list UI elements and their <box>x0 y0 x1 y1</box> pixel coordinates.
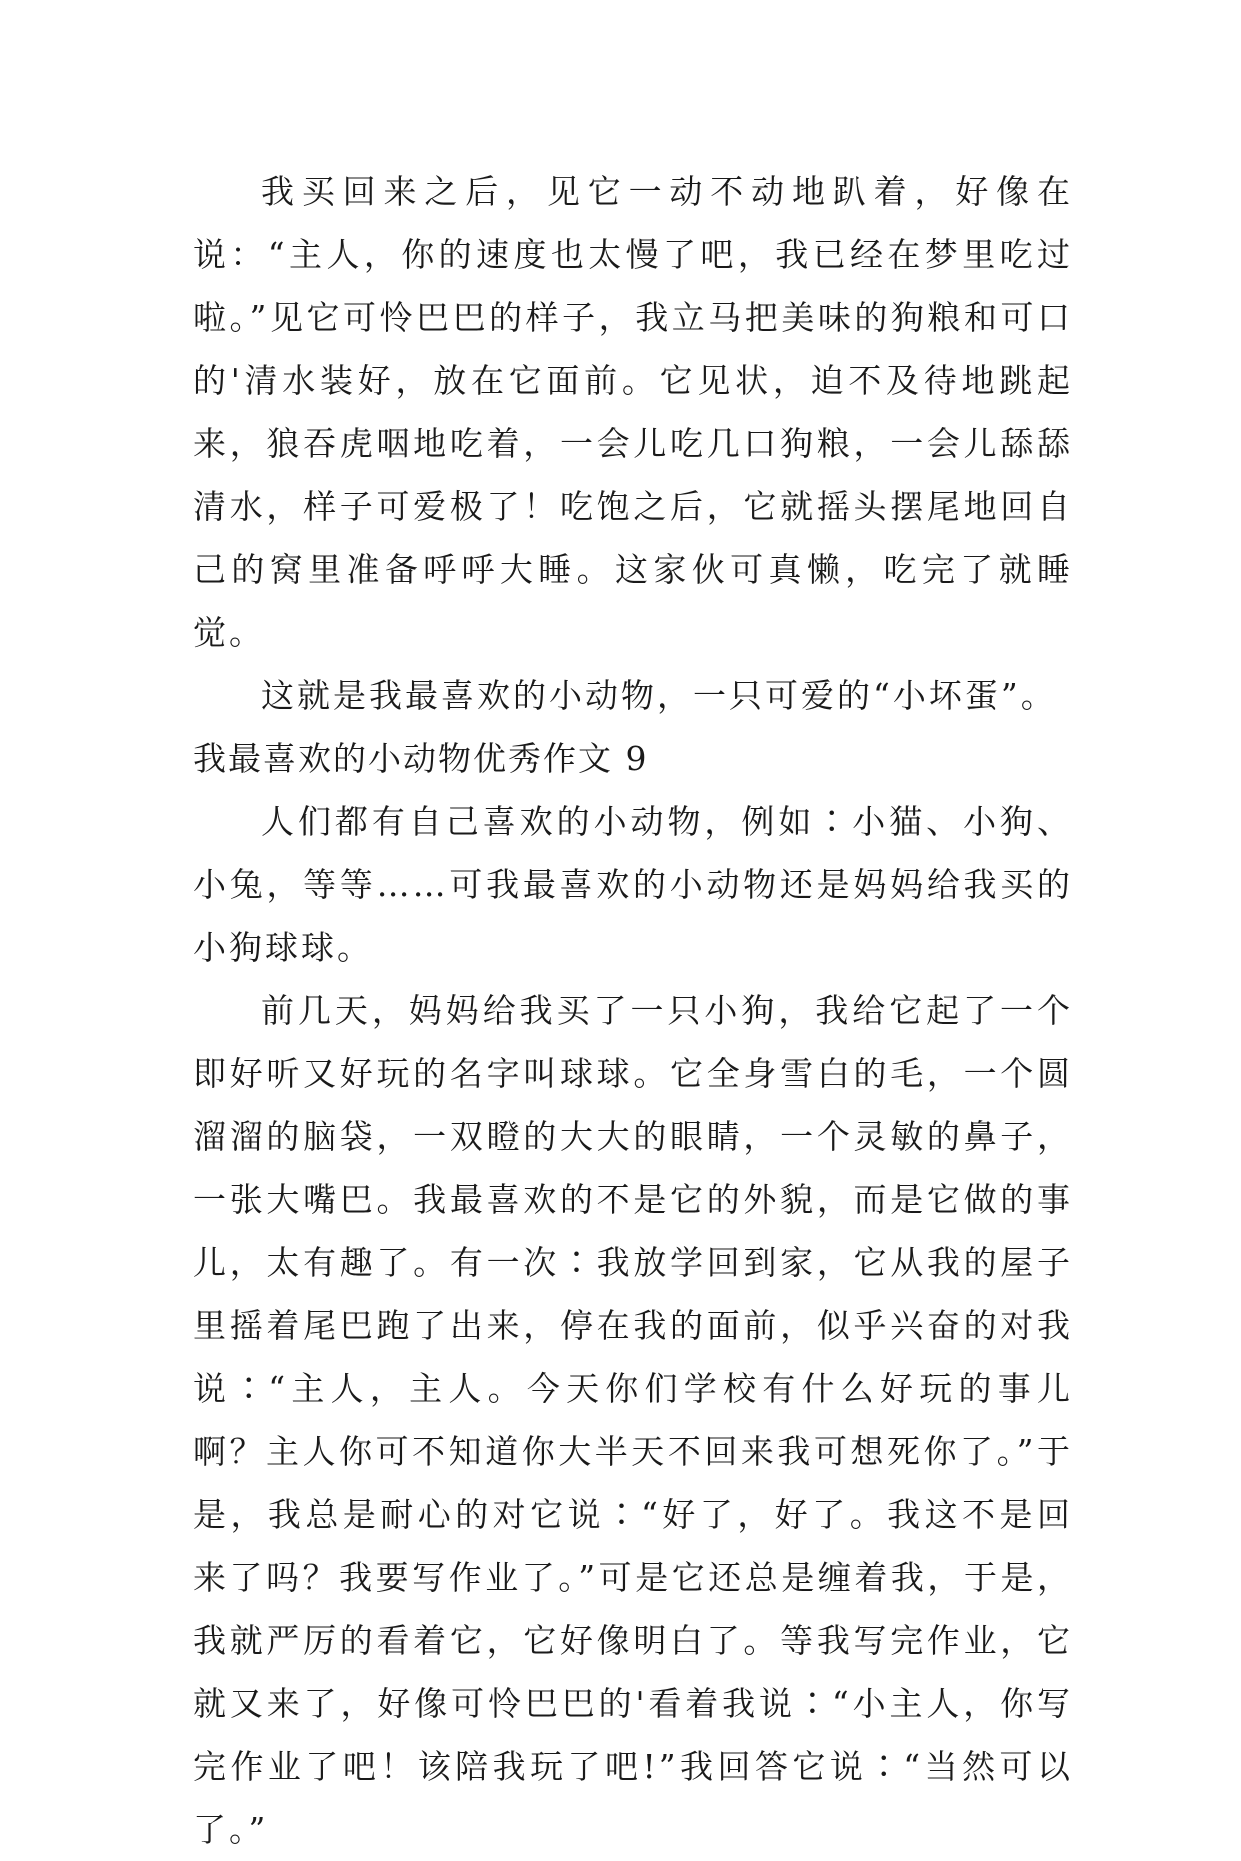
essay-title: 我最喜欢的小动物优秀作文 9 <box>193 739 649 778</box>
paragraph-eating: 我买回来之后，见它一动不动地趴着，好像在说：“主人，你的速度也太慢了吧，我已经在梦里吃过啦。”见它可怜巴巴的样子，我立马把美味的狗粮和可口的'清水装好，放在它面前。它见状，迫不及待地跳起来，狼吞虎咽地吃着，一会儿吃几口狗粮，一会儿舔舔清水，样子可爱极了！吃饱之后，它就摇头摆尾地回自己的窝里准备呼呼大睡。这家伙可真懒，吃完了就睡觉。 <box>193 172 1073 652</box>
paragraph-story: 前几天，妈妈给我买了一只小狗，我给它起了一个即好听又好玩的名字叫球球。它全身雪白的毛，一个圆溜溜的脑袋，一双瞪的大大的眼睛，一个灵敏的鼻子，一张大嘴巴。我最喜欢的不是它的外貌，而是它做的事儿，太有趣了。有一次∶我放学回到家，它从我的屋子里摇着尾巴跑了出来，停在我的面前，似乎兴奋的对我说∶“主人，主人。今天你们学校有什么好玩的事儿啊？主人你可不知道你大半天不回来我可想死你了。”于是，我总是耐心的对它说∶“好了，好了。我这不是回来了吗？我要写作业了。”可是它还总是缠着我，于是，我就严厉的看着它，它好像明白了。等我写完作业，它就又来了，好像可怜巴巴的'看着我说∶“小主人，你写完作业了吧！该陪我玩了吧!”我回答它说∶“当然可以了。” <box>193 991 1073 1849</box>
document-body <box>193 160 1073 1861</box>
paragraph-conclusion: 这就是我最喜欢的小动物，一只可爱的“小坏蛋”。 <box>261 676 1057 715</box>
paragraph-intro: 人们都有自己喜欢的小动物，例如∶小猫、小狗、小兔，等等……可我最喜欢的小动物还是妈妈给我买的小狗球球。 <box>193 802 1073 967</box>
